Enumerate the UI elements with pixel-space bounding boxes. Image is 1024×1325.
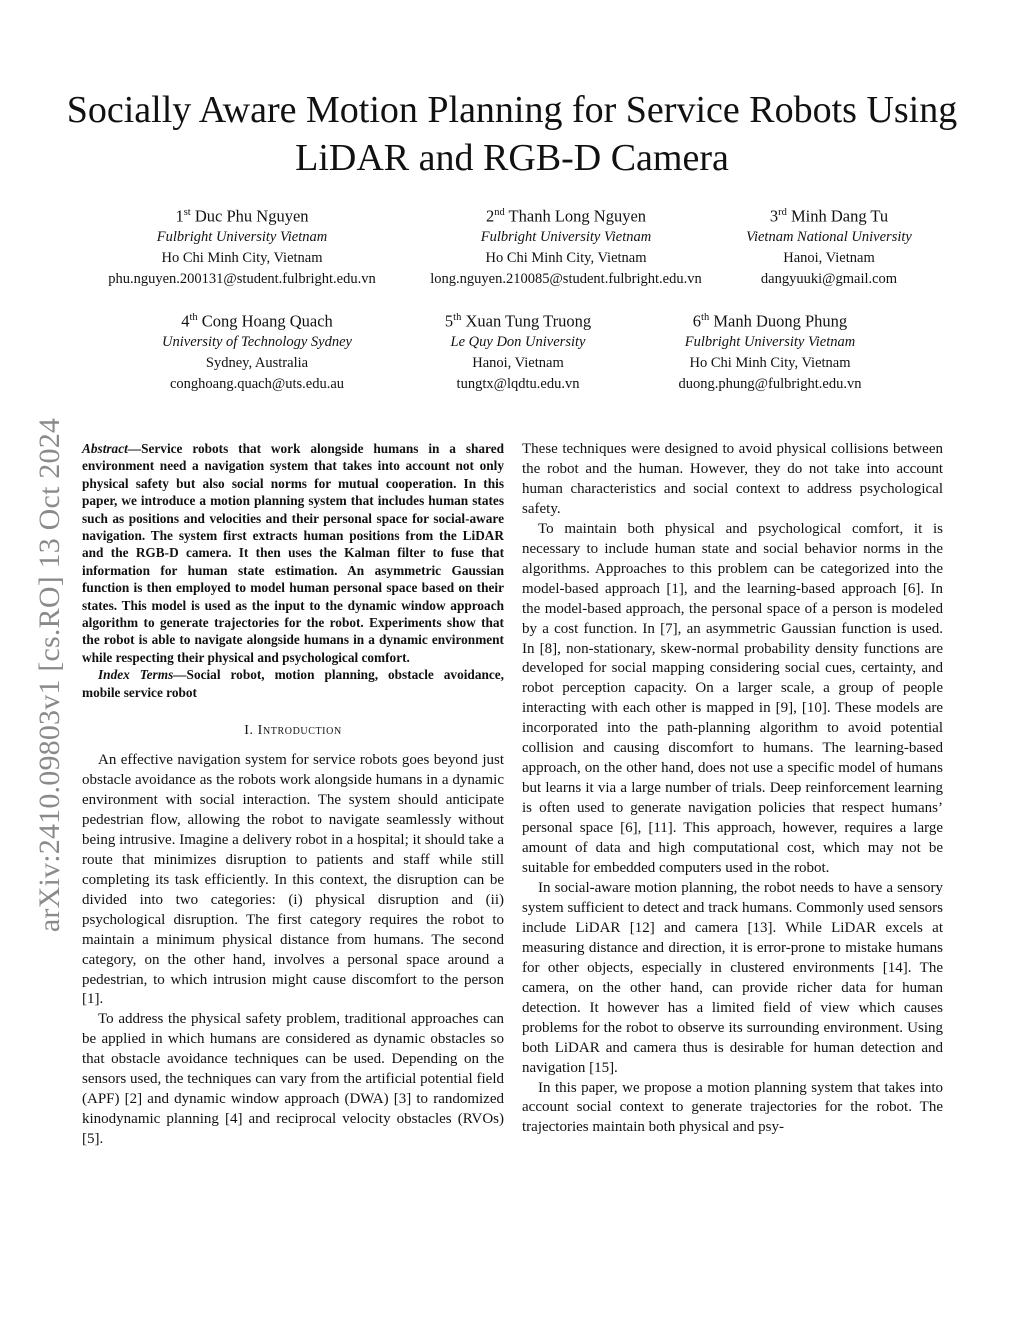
- paragraph: These techniques were designed to avoid physical collisions between the robot and the human. However, they do not take into account human characteristics and social context to address psychological safety.: [522, 441, 943, 517]
- author-email[interactable]: duong.phung@fulbright.edu.vn: [678, 375, 862, 392]
- paragraph: An effective navigation system for service robots goes beyond just obstacle avoidance as the robots work alongside humans in a dynamic environment with social interaction. The system should anticipate pedestrian flow, allowing the robot to navigate seamlessly without being intrusive. Imagine a delivery robot in a hospital; it should take a route that minimizes disruption to patients and staff while still completing its task efficiently. In this context, the disruption can be divided into two categories: (i) physical disruption and (ii) psychological disruption. The first category requires the robot to maintain a minimum physical distance from humans. The second category, on the other hand, involves a personal space around a pedestrian, to which intrusion might cause discomfort to the person [1].: [82, 752, 504, 1008]
- author-ordinal-suffix: rd: [778, 207, 787, 218]
- author-email[interactable]: conghoang.quach@uts.edu.au: [169, 375, 344, 392]
- author-ordinal: 5: [444, 311, 454, 331]
- author-name: Manh Duong Phung: [713, 311, 848, 331]
- author-ordinal-suffix: th: [701, 312, 710, 323]
- left-column: [82, 440, 504, 1150]
- author-location: Hanoi, Vietnam: [472, 354, 564, 371]
- author-ordinal: 3: [769, 206, 779, 226]
- author-6: [656, 307, 884, 395]
- paragraph: To maintain both physical and psychological comfort, it is necessary to include human state and social behavior norms in the algorithms. Approaches to this problem can be categorized into the model-based approach [1], and the learning-based approach [6]. In the model-based approach, the personal space of a person is modeled by a cost function. In [7], an asymmetric Gaussian function is used. In [8], non-stationary, skew-normal probability density functions are developed for social mapping considering social cues, certainty, and robot perception capacity. On a larger scale, a group of people interacting with each other is mapped in [9], [10]. These models are incorporated into the path-planning algorithm to avoid potential collision and causing discomfort to humans. The learning-based approach, on the other hand, does not use a specific model of humans but learns it via a large number of trials. Deep reinforcement learning is often used to generate navigation policies that respect humans’ personal space [6], [11]. This approach, however, requires a large amount of data and high computational cost, which may not be suitable for embedded computers used in the robot.: [522, 520, 943, 877]
- author-email[interactable]: phu.nguyen.200131@student.fulbright.edu.vn: [108, 270, 376, 287]
- abstract: [82, 440, 504, 666]
- author-location: Ho Chi Minh City, Vietnam: [689, 354, 851, 371]
- author-affiliation: Le Quy Don University: [450, 333, 586, 350]
- arxiv-identifier: arXiv:2410.09803v1 [cs.RO] 13 Oct 2024: [33, 417, 66, 933]
- author-ordinal: 2: [485, 206, 495, 226]
- author-affiliation: Vietnam National University: [746, 228, 912, 245]
- abstract-text: Service robots that work alongside humans in a shared environment need a navigation system that takes into account not only physical safety but also social norms for mutual cooperation. In this paper, we introduce a motion planning system that includes human states such as positions and velocities and their personal space for social-aware navigation. The system first extracts human positions from the LiDAR and the RGB-D camera. It then uses the Kalman filter to fuse that information for human state estimation. An asymmetric Gaussian function is then employed to model human personal space based on their states. This model is used as the input to the dynamic window approach algorithm to generate trajectories for the robot. Experiments show that the robot is able to navigate alongside humans in a dynamic environment while respecting their physical and psychological comfort.: [82, 441, 504, 665]
- author-ordinal-suffix: st: [183, 207, 191, 218]
- author-ordinal-suffix: th: [453, 312, 462, 323]
- author-affiliation: Fulbright University Vietnam: [480, 228, 652, 245]
- index-terms: [82, 666, 504, 701]
- paragraph: In this paper, we propose a motion planning system that takes into account social context to generate trajectories for the robot. The trajectories maintain both physical and psy-: [522, 1079, 943, 1136]
- author-ordinal: 4: [181, 311, 190, 331]
- author-location: Hanoi, Vietnam: [783, 249, 875, 266]
- section-heading-introduction: I. Introduction: [244, 723, 342, 739]
- author-affiliation: Fulbright University Vietnam: [684, 333, 856, 350]
- author-name: Minh Dang Tu: [790, 206, 889, 226]
- author-ordinal: 1: [175, 206, 184, 226]
- author-ordinal-suffix: th: [189, 312, 198, 323]
- index-terms-text: Social robot, motion planning, obstacle avoidance, mobile service robot: [82, 667, 504, 700]
- author-location: Ho Chi Minh City, Vietnam: [485, 249, 647, 266]
- index-terms-label: Index Terms—: [98, 667, 187, 683]
- author-name: Cong Hoang Quach: [201, 311, 333, 331]
- author-affiliation: Fulbright University Vietnam: [156, 228, 328, 245]
- author-ordinal: 6: [692, 311, 702, 331]
- author-location: Sydney, Australia: [205, 354, 309, 371]
- author-name: Thanh Long Nguyen: [508, 206, 647, 226]
- paragraph: In social-aware motion planning, the robot needs to have a sensory system sufficient to detect and track humans. Commonly used sensors include LiDAR [12] and camera [13]. While LiDAR excels at measuring distance and direction, it is error-prone to mistake humans for other objects, especially in clustered environments [14]. The camera, on the other hand, can provide richer data for human detection. It however has a limited field of view which causes problems for the robot to observe its surrounding environment. Using both LiDAR and camera thus is desirable for human detection and navigation [15].: [522, 879, 943, 1076]
- right-column: [522, 440, 943, 1138]
- author-affiliation: University of Technology Sydney: [162, 333, 352, 350]
- author-location: Ho Chi Minh City, Vietnam: [161, 249, 323, 266]
- paper-title: Socially Aware Motion Planning for Service Robots Using LiDAR and RGB-D Camera: [66, 89, 958, 179]
- author-ordinal-suffix: nd: [494, 207, 505, 218]
- author-email[interactable]: dangyuuki@gmail.com: [760, 270, 898, 287]
- author-name: Duc Phu Nguyen: [194, 206, 309, 226]
- paragraph: To address the physical safety problem, traditional approaches can be applied in which humans are considered as dynamic obstacles so that obstacle avoidance techniques can be used. Depending on the sensors used, the techniques can vary from the artificial potential field (APF) [2] and dynamic window approach (DWA) [3] to randomized kinodynamic planning [4] and reciprocal velocity obstacles (RVOs) [5].: [82, 1011, 504, 1148]
- author-3: [724, 202, 934, 290]
- author-4: [137, 307, 377, 395]
- author-email[interactable]: long.nguyen.210085@student.fulbright.edu.vn: [430, 270, 702, 287]
- author-1: [82, 202, 402, 290]
- author-email[interactable]: tungtx@lqdtu.edu.vn: [456, 375, 580, 392]
- author-name: Xuan Tung Truong: [465, 311, 592, 331]
- author-5: [418, 307, 618, 395]
- abstract-label: Abstract—: [82, 441, 142, 456]
- author-2: [406, 202, 726, 290]
